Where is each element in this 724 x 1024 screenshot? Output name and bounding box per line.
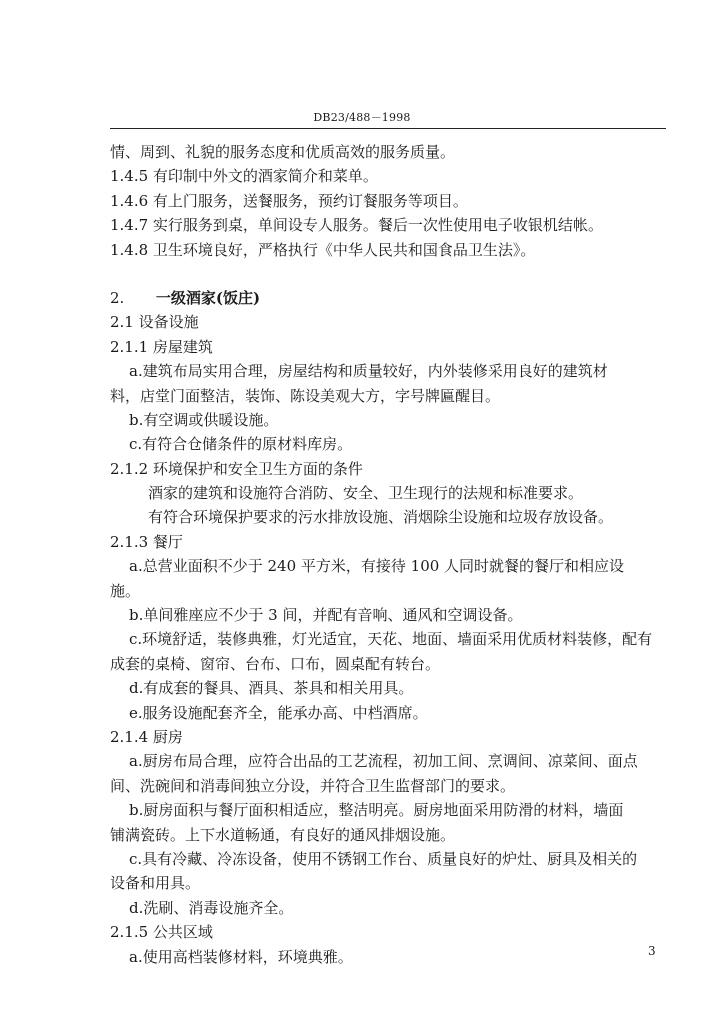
- item-c-continuation: 成套的桌椅、窗帘、台布、口布，圆桌配有转台。: [110, 654, 441, 673]
- header-divider: [110, 128, 666, 129]
- clause-1-4-6: 1.4.6 有上门服务，送餐服务，预约订餐服务等项目。: [110, 191, 468, 210]
- section-2-number: 2.: [110, 288, 125, 307]
- clause-2-1-heading: 2.1 设备设施: [110, 313, 199, 332]
- item-a-line: a.总营业面积不少于 240 平方米，有接待 100 人同时就餐的餐厅和相应设: [129, 557, 625, 576]
- item-d-line: d.有成套的餐具、酒具、茶具和相关用具。: [129, 679, 414, 698]
- item-c-line: c.环境舒适，装修典雅，灯光适宜，天花、地面、墙面采用优质材料装修，配有: [129, 630, 653, 649]
- item-a-continuation: 间、洗碗间和消毒间独立分设，并符合卫生监督部门的要求。: [110, 776, 516, 795]
- page-number: 3: [648, 944, 656, 958]
- item-d-line: d.洗刷、消毒设施齐全。: [129, 898, 294, 917]
- document-body: [110, 140, 670, 969]
- item-b-line: b.单间雅座应不少于 3 间，并配有音响、通风和空调设备。: [129, 606, 523, 625]
- clause-1-4-5: 1.4.5 有印制中外文的酒家简介和菜单。: [110, 167, 378, 186]
- clause-2-1-3-heading: 2.1.3 餐厅: [110, 532, 183, 551]
- paragraph-line: 有符合环境保护要求的污水排放设施、消烟除尘设施和垃圾存放设备。: [148, 508, 614, 527]
- section-gap: [110, 262, 670, 286]
- clause-1-4-7: 1.4.7 实行服务到桌，单间设专人服务。餐后一次性使用电子收银机结帐。: [110, 216, 603, 235]
- section-2-title: 一级酒家(饭庄): [155, 288, 261, 307]
- item-b-continuation: 铺满瓷砖。上下水道畅通，有良好的通风排烟设施。: [110, 825, 456, 844]
- clause-2-1-5-heading: 2.1.5 公共区域: [110, 923, 213, 942]
- section-2-heading: [110, 286, 670, 310]
- item-a-line: a.使用高档装修材料，环境典雅。: [129, 947, 353, 966]
- item-b-line: b.有空调或供暖设施。: [129, 410, 279, 429]
- clause-2-1-1-heading: 2.1.1 房屋建筑: [110, 337, 213, 356]
- item-c-line: c.有符合仓储条件的原材料库房。: [129, 435, 353, 454]
- item-b-line: b.厨房面积与餐厅面积相适应，整洁明亮。厨房地面采用防滑的材料，墙面: [129, 801, 624, 820]
- item-c-line: c.具有冷藏、冷冻设备，使用不锈钢工作台、质量良好的炉灶、厨具及相关的: [129, 849, 638, 868]
- item-a-line: a.厨房布局合理，应符合出品的工艺流程，初加工间、烹调间、凉菜间、面点: [129, 752, 638, 771]
- item-c-continuation: 设备和用具。: [110, 874, 201, 893]
- clause-2-1-2-heading: 2.1.2 环境保护和安全卫生方面的条件: [110, 459, 363, 478]
- paragraph-line: 情、周到、礼貌的服务态度和优质高效的服务质量。: [110, 143, 456, 161]
- standard-code-header: DB23/488－1998: [313, 111, 411, 124]
- clause-2-1-4-heading: 2.1.4 厨房: [110, 727, 183, 746]
- paragraph-line: 酒家的建筑和设施符合消防、安全、卫生现行的法规和标准要求。: [148, 484, 584, 503]
- item-a-continuation: 料，店堂门面整洁，装饰、陈设美观大方，字号牌匾醒目。: [110, 386, 501, 405]
- clause-1-4-8: 1.4.8 卫生环境良好，严格执行《中华人民共和国食品卫生法》。: [110, 240, 536, 259]
- item-a-continuation: 施。: [110, 581, 141, 600]
- item-e-line: e.服务设施配套齐全，能承办高、中档酒席。: [129, 703, 428, 722]
- item-a-line: a.建筑布局实用合理，房屋结构和质量较好，内外装修采用良好的建筑材: [129, 362, 608, 381]
